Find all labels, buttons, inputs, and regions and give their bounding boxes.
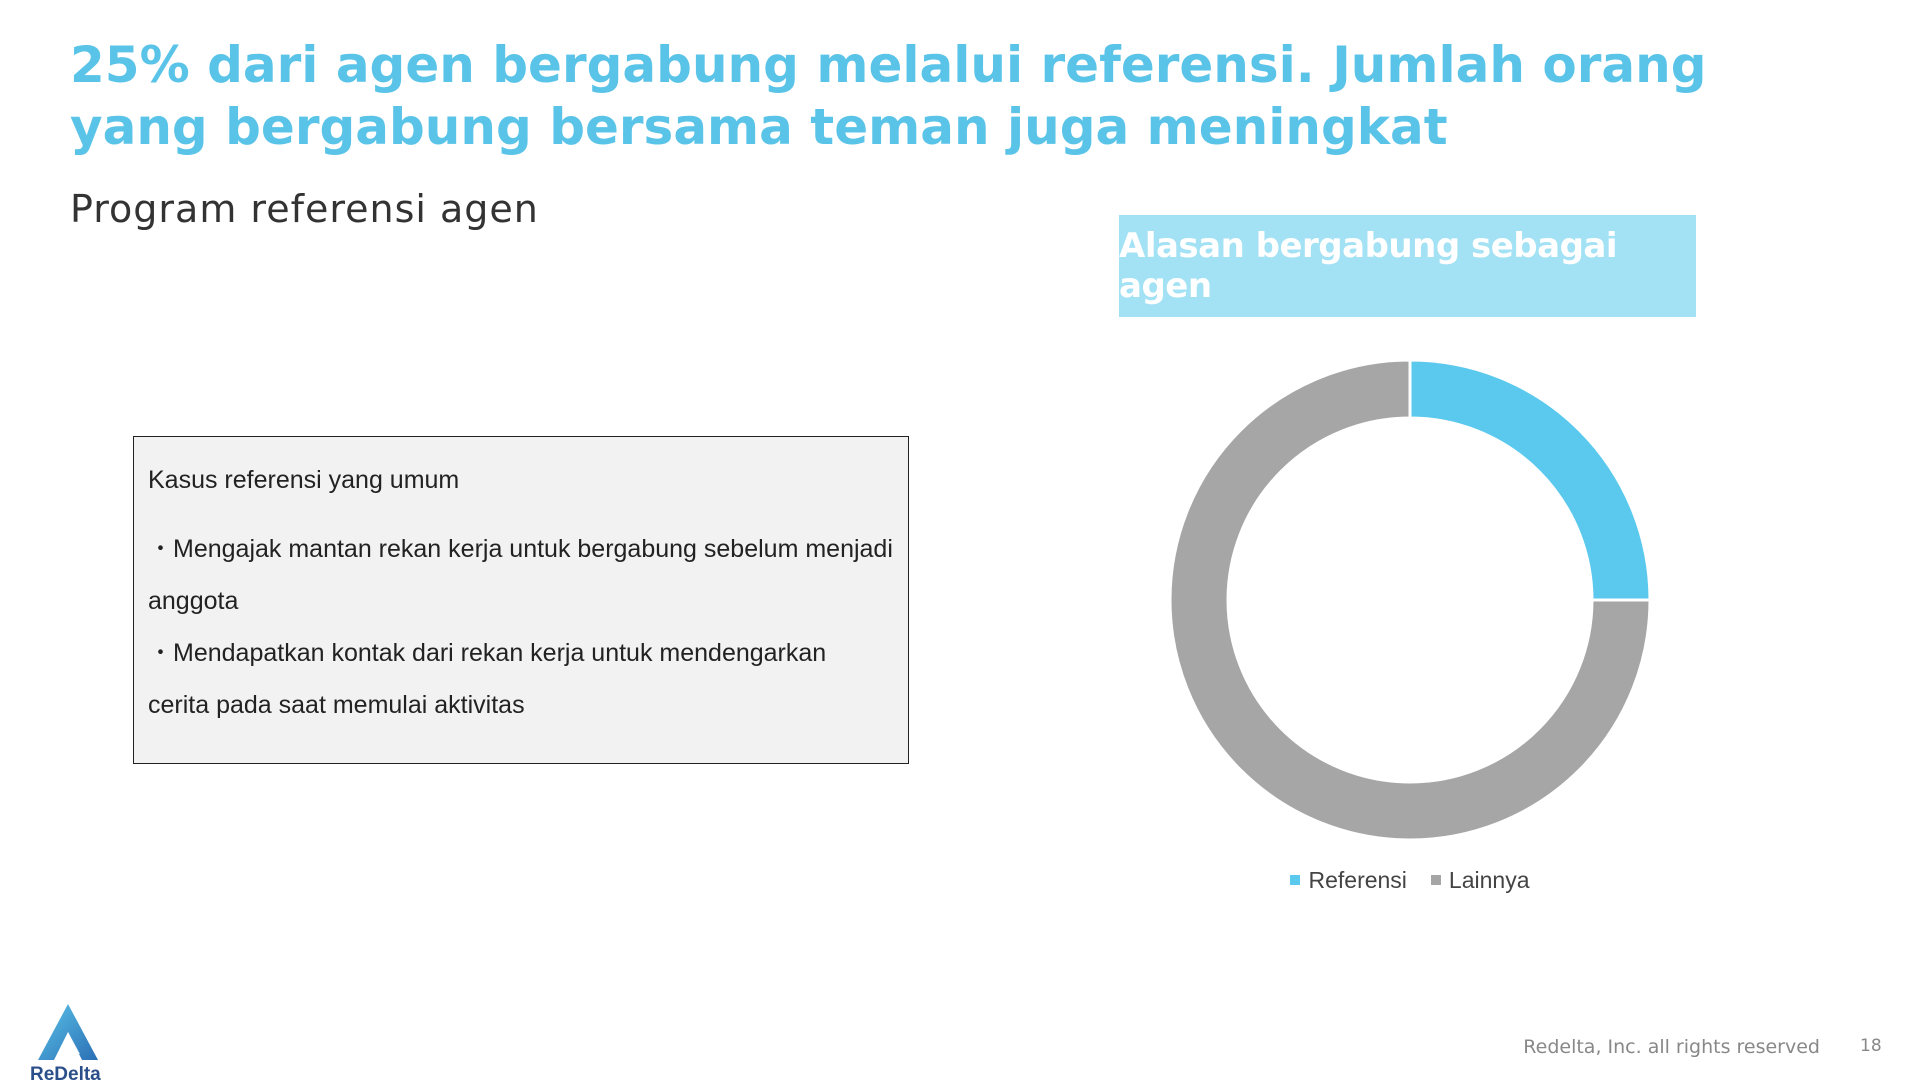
footer-copyright: Redelta, Inc. all rights reserved — [1523, 1036, 1820, 1058]
legend-swatch-referensi — [1290, 875, 1300, 885]
redelta-logo-icon — [36, 1002, 100, 1062]
case-item-1: ・Mengajak mantan rekan kerja untuk bergabung sebelum menjadi anggota — [148, 535, 893, 615]
case-item-2: ・Mendapatkan kontak dari rekan kerja untuk mendengarkan cerita pada saat memulai aktivitas — [148, 639, 827, 719]
slide-subtitle: Program referensi agen — [70, 187, 539, 231]
legend-label-lainnya: Lainnya — [1448, 866, 1530, 893]
legend-label-referensi: Referensi — [1308, 866, 1407, 893]
legend-item-referensi — [1290, 867, 1406, 894]
donut-slice-referensi — [1410, 360, 1650, 600]
chart-header — [1119, 215, 1696, 317]
legend-item-lainnya — [1431, 867, 1530, 894]
referral-cases-box — [133, 436, 909, 764]
page-number: 18 — [1860, 1036, 1882, 1056]
chart-legend — [1260, 862, 1560, 898]
case-box-title: Kasus referensi yang umum — [148, 466, 460, 494]
slide-headline: 25% dari agen bergabung melalui referensi. Jumlah orang yang bergabung bersama teman juga meningkat — [70, 36, 1707, 156]
legend-swatch-lainnya — [1431, 875, 1441, 885]
company-logo — [28, 1002, 108, 1080]
chart-title: Alasan bergabung sebagai agen — [1119, 226, 1618, 306]
logo-text: ReDelta — [30, 1064, 101, 1080]
donut-chart — [1150, 350, 1670, 850]
